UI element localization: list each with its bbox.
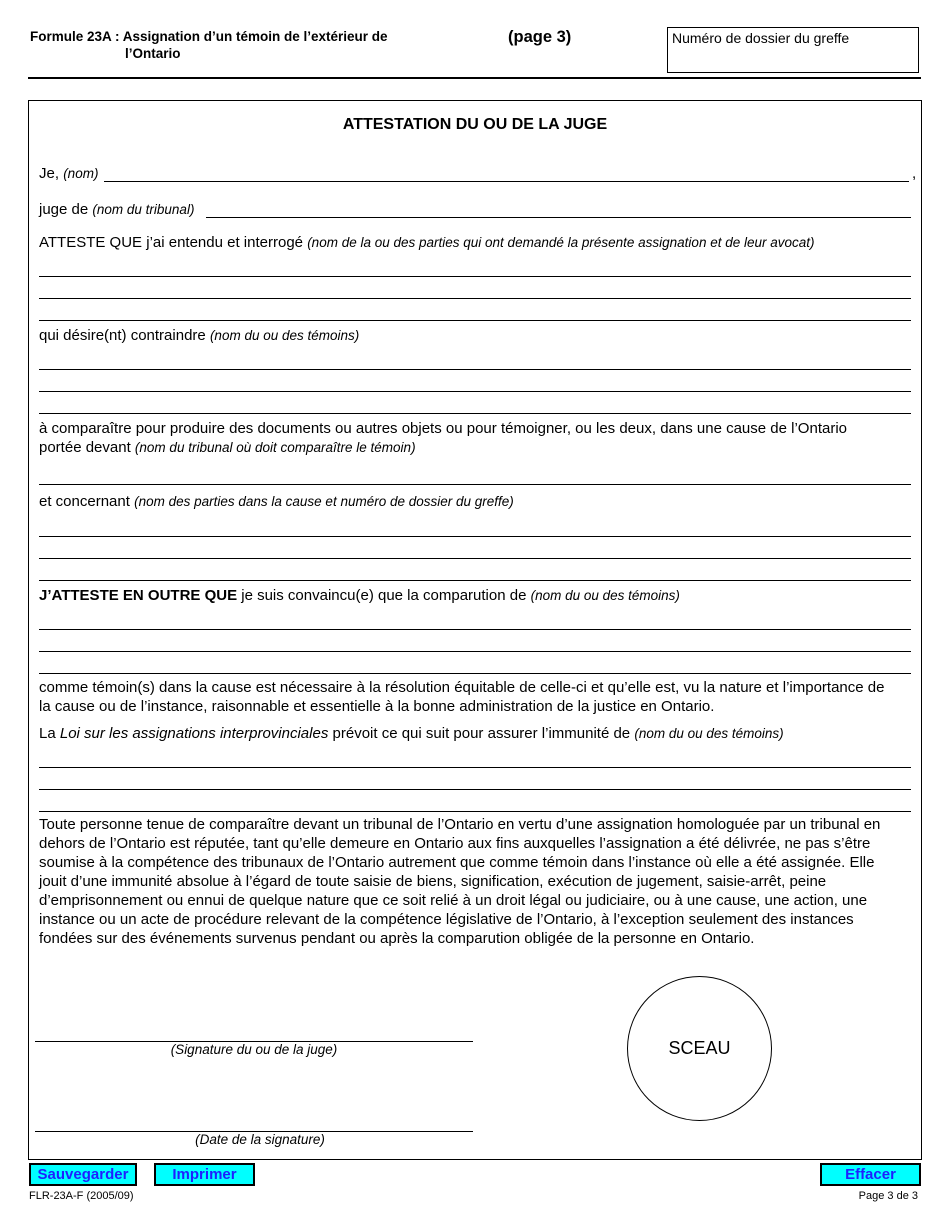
- outre-text: je suis convaincu(e) que la comparution de: [241, 587, 527, 604]
- comparaitre-text: à comparaître pour produire des documents ou autres objets ou pour témoigner, ou les deux, dans une cause de l’Ontario: [39, 420, 847, 437]
- outre-label-row: [39, 586, 680, 605]
- tribunal-field[interactable]: [39, 484, 911, 485]
- parties-field-line-2[interactable]: [39, 298, 911, 299]
- immunity-witness-field-line-1[interactable]: [39, 767, 911, 768]
- parties-field-line-3[interactable]: [39, 320, 911, 321]
- je-hint: (nom): [63, 166, 99, 181]
- cause-field-line-2[interactable]: [39, 558, 911, 559]
- cause-field-line-3[interactable]: [39, 580, 911, 581]
- witness-field-line-3[interactable]: [39, 413, 911, 414]
- juge-label-row: [39, 200, 194, 219]
- desire-label-row: [39, 326, 359, 345]
- cause-field-line-1[interactable]: [39, 536, 911, 537]
- concernant-hint: (nom des parties dans la cause et numéro de dossier du greffe): [134, 494, 514, 509]
- comparaitre-paragraph: [39, 419, 899, 457]
- print-button[interactable]: Imprimer: [154, 1163, 255, 1186]
- immunity-witness-field-line-2[interactable]: [39, 789, 911, 790]
- judge-name-field[interactable]: [104, 181, 909, 182]
- temoin-paragraph: comme témoin(s) dans la cause est nécessaire à la résolution équitable de celle-ci et qu’elle est, vu la nature et l’importance de la cause ou de l’instance, raisonnable et essentielle à la bonne administration de la justice en Ontario.: [39, 679, 885, 715]
- loi-text: prévoit ce qui suit pour assurer l’immunité de: [332, 725, 631, 742]
- outre-bold: J’ATTESTE EN OUTRE QUE: [39, 587, 238, 604]
- seal-label: SCEAU: [668, 1038, 731, 1058]
- clear-button[interactable]: Effacer: [820, 1163, 921, 1186]
- loi-label-row: [39, 724, 784, 743]
- save-button[interactable]: Sauvegarder: [29, 1163, 137, 1186]
- form-title-line1: Formule 23A : Assignation d’un témoin de l’extérieur de: [30, 29, 388, 44]
- immunity-witness-field-line-3[interactable]: [39, 811, 911, 812]
- outre-witness-field-line-2[interactable]: [39, 651, 911, 652]
- court-name-field[interactable]: [206, 217, 911, 218]
- certificate-frame: [28, 100, 922, 1160]
- seal-circle: [627, 976, 772, 1121]
- file-number-label: Numéro de dossier du greffe: [672, 30, 850, 46]
- juge-label: juge de: [39, 201, 89, 218]
- section-heading: ATTESTATION DU OU DE LA JUGE: [342, 116, 608, 133]
- file-number-field[interactable]: [667, 27, 919, 73]
- atteste-hint: (nom de la ou des parties qui ont demandé la présente assignation et de leur avocat): [307, 235, 815, 250]
- witness-field-line-2[interactable]: [39, 391, 911, 392]
- atteste-label-row: [39, 233, 815, 252]
- desire-hint: (nom du ou des témoins): [209, 328, 360, 343]
- outre-witness-field-line-1[interactable]: [39, 629, 911, 630]
- header-divider: [28, 77, 921, 79]
- form-code: FLR-23A-F (2005/09): [29, 1190, 134, 1202]
- form-title-line2: l’Ontario: [125, 46, 181, 61]
- desire-label: qui désire(nt) contraindre: [39, 327, 206, 344]
- date-caption: (Date de la signature): [195, 1132, 325, 1147]
- form-title: [30, 28, 420, 62]
- signature-caption: (Signature du ou de la juge): [170, 1042, 338, 1057]
- outre-hint: (nom du ou des témoins): [530, 588, 680, 603]
- je-label: Je,: [39, 165, 60, 182]
- atteste-label: ATTESTE QUE j’ai entendu et interrogé: [39, 234, 304, 251]
- loi-prefix: La: [39, 725, 56, 742]
- concernant-label: et concernant: [39, 493, 130, 510]
- je-label-row: [39, 164, 98, 183]
- portee-hint: (nom du tribunal où doit comparaître le témoin): [134, 440, 416, 455]
- page-label: (page 3): [508, 28, 572, 46]
- immunity-paragraph: Toute personne tenue de comparaître devant un tribunal de l’Ontario en vertu d’une assignation homologuée par un tribunal en dehors de l’Ontario est réputée, tant qu’elle demeure en Ontario aux fins auxquelles l’assignation a été délivrée, ne pas s’être soumise à la compétence des tribunaux de l’Ontario autrement que comme témoin dans l’instance où elle a été assignée. Elle jouit d’une immunité absolue à l’égard de toute saisie de biens, signification, exécution de jugement, saisie-arrêt, peine d’emprisonnement ou ennui de quelque nature que ce soit relié à un droit légal ou judiciaire, ou à une cause, une action, une instance ou un acte de procédure relevant de la compétence législative de l’Ontario, à l’exception seulement des instances fondées sur des événements survenus pendant ou après la comparution obligée de la personne en Ontario.: [39, 816, 881, 947]
- witness-field-line-1[interactable]: [39, 369, 911, 370]
- loi-hint: (nom du ou des témoins): [634, 726, 784, 741]
- je-trailing-comma: ,: [912, 165, 917, 182]
- outre-witness-field-line-3[interactable]: [39, 673, 911, 674]
- concernant-label-row: [39, 492, 514, 511]
- juge-hint: (nom du tribunal): [92, 202, 195, 217]
- loi-title: Loi sur les assignations interprovinciales: [59, 725, 329, 742]
- portee-label: portée devant: [39, 439, 131, 456]
- parties-field-line-1[interactable]: [39, 276, 911, 277]
- page-count: Page 3 de 3: [858, 1190, 918, 1202]
